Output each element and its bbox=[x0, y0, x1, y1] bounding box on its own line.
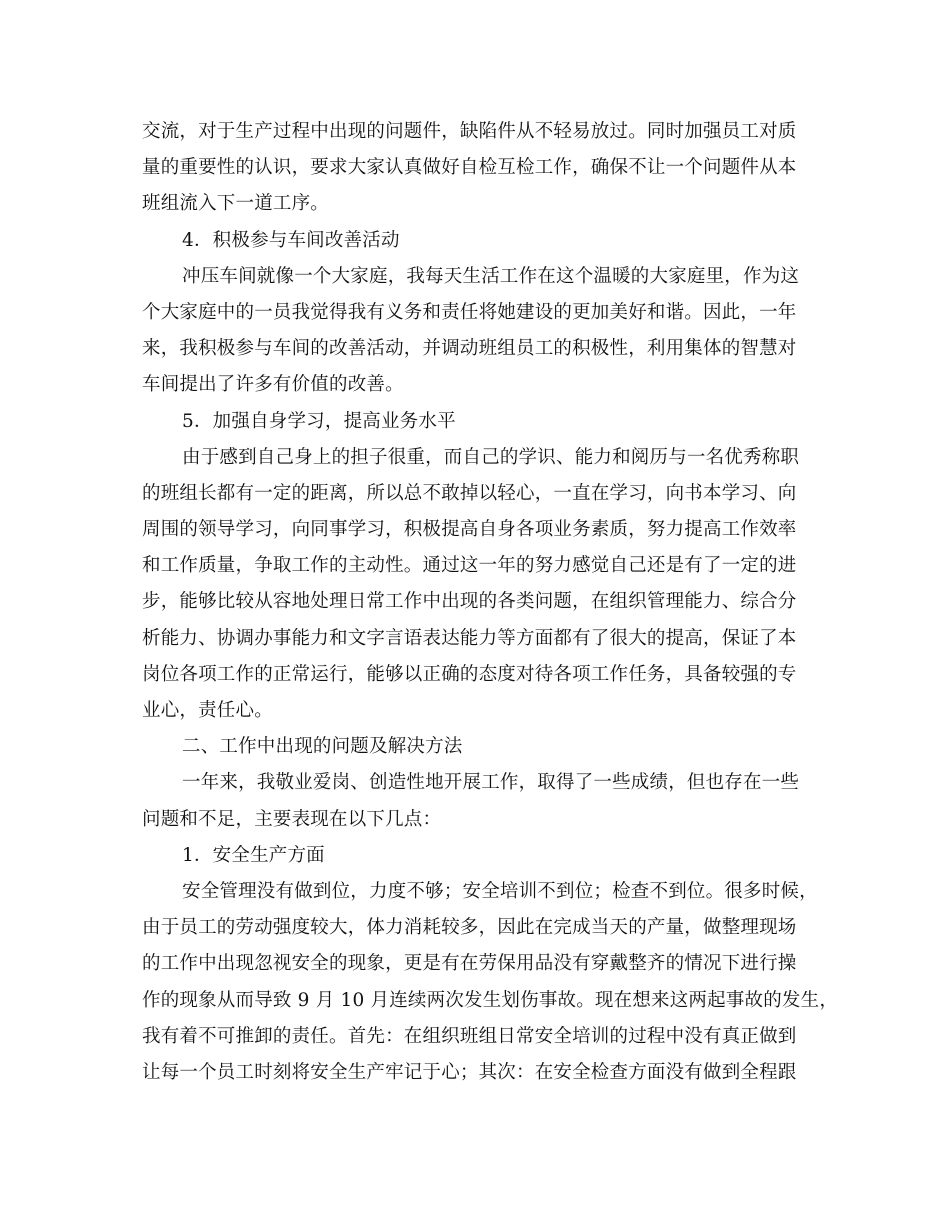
text-line: 来，我积极参与车间的改善活动，并调动班组员工的积极性，利用集体的智慧对 bbox=[142, 338, 797, 360]
text-line: 安全管理没有做到位，力度不够；安全培训不到位；检查不到位。很多时候， bbox=[182, 880, 818, 902]
text-line: 和工作质量，争取工作的主动性。通过这一年的努力感觉自己还是有了一定的进 bbox=[142, 555, 797, 577]
section-heading: 4．积极参与车间改善活动 bbox=[182, 229, 400, 251]
text-line: 一年来，我敬业爱岗、创造性地开展工作，取得了一些成绩，但也存在一些 bbox=[182, 772, 800, 794]
text-line: 车间提出了许多有价值的改善。 bbox=[142, 374, 404, 396]
text-line: 由于感到自己身上的担子很重，而自己的学识、能力和阅历与一名优秀称职 bbox=[182, 446, 800, 468]
section-heading: 5．加强自身学习，提高业务水平 bbox=[182, 410, 456, 432]
text-line: 作的现象从而导致 9 月 10 月连续两次发生划伤事故。现在想来这两起事故的发生， bbox=[142, 989, 839, 1011]
text-line: 个大家庭中的一员我觉得我有义务和责任将她建设的更加美好和谐。因此，一年 bbox=[142, 301, 797, 323]
text-line: 析能力、协调办事能力和文字言语表达能力等方面都有了很大的提高，保证了本 bbox=[142, 627, 797, 649]
text-line: 步，能够比较从容地处理日常工作中出现的各类问题，在组织管理能力、综合分 bbox=[142, 591, 797, 613]
text-line: 岗位各项工作的正常运行，能够以正确的态度对待各项工作任务，具备较强的专 bbox=[142, 663, 797, 685]
text-line: 班组流入下一道工序。 bbox=[142, 193, 330, 215]
section-heading: 二、工作中出现的问题及解决方法 bbox=[182, 736, 463, 758]
document-body bbox=[142, 114, 839, 1091]
text-line: 量的重要性的认识，要求大家认真做好自检互检工作，确保不让一个问题件从本 bbox=[142, 157, 797, 179]
section-heading: 1．安全生产方面 bbox=[182, 844, 325, 866]
text-line: 业心，责任心。 bbox=[142, 700, 273, 721]
text-line: 的班组长都有一定的距离，所以总不敢掉以轻心，一直在学习，向书本学习、向 bbox=[142, 482, 797, 504]
text-line: 的工作中出现忽视安全的现象，更是有在劳保用品没有穿戴整齐的情况下进行操 bbox=[142, 953, 797, 975]
text-line: 问题和不足，主要表现在以下几点： bbox=[142, 808, 442, 830]
text-line: 让每一个员工时刻将安全生产牢记于心；其次：在安全检查方面没有做到全程跟 bbox=[142, 1061, 797, 1083]
text-line: 冲压车间就像一个大家庭，我每天生活工作在这个温暖的大家庭里，作为这 bbox=[182, 265, 800, 287]
text-line: 由于员工的劳动强度较大，体力消耗较多，因此在完成当天的产量，做整理现场 bbox=[142, 917, 797, 939]
text-line: 周围的领导学习，向同事学习，积极提高自身各项业务素质，努力提高工作效率 bbox=[142, 519, 797, 541]
text-line: 我有着不可推卸的责任。首先：在组织班组日常安全培训的过程中没有真正做到 bbox=[142, 1025, 797, 1047]
text-line: 交流，对于生产过程中出现的问题件，缺陷件从不轻易放过。同时加强员工对质 bbox=[142, 121, 797, 142]
